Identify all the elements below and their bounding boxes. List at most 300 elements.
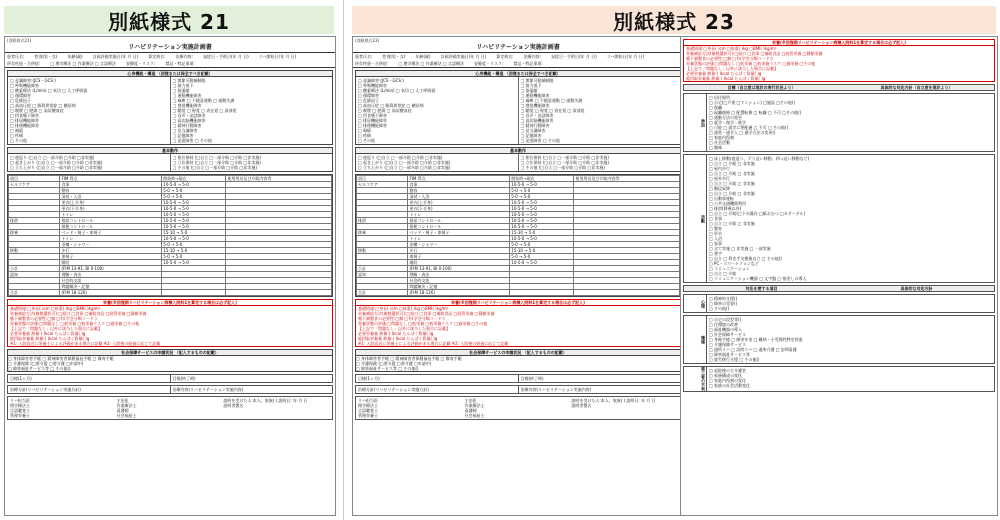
table-cell: セルフケア	[357, 182, 408, 188]
nutrition-line: 【上記で「問題なし」以外に該当した場合に記載】	[10, 326, 102, 331]
table-cell: 小計	[357, 266, 408, 272]
checkbox-item[interactable]: □ 麻痺 □ 不随意運動 □ 運動失調	[520, 98, 583, 103]
checkbox-item[interactable]: □ PC・スマートフォンなど	[709, 261, 759, 266]
section-title: 栄養(※回復期リハビリテーション病棟入院料1を算定する場合は必ず記入)	[8, 300, 332, 306]
checkbox-item[interactable]: □ 退院後の主介護者	[709, 368, 747, 373]
checkbox-item[interactable]: □ 危険因子	[10, 98, 32, 103]
policy-field[interactable]: 治療方針(リハビリテーション実施方針)	[10, 387, 81, 392]
category-label: 心理	[684, 295, 707, 312]
divider	[343, 0, 344, 520]
nutrition-section	[7, 299, 333, 347]
table-cell: ベッド・椅子・車椅子	[408, 230, 510, 236]
checkbox-item[interactable]: □ 床上移動(寝返り、ずり這い移動、四つ這い移動など)	[709, 156, 810, 161]
table-cell: 車椅子	[408, 254, 510, 260]
psychology-section	[683, 294, 995, 313]
table-cell: 理解・表出	[408, 272, 510, 278]
nutrition-line[interactable]: 基礎情報:□身長( )cm □体重( )kg □BMI( )kg/m²	[686, 46, 777, 51]
checkbox-item[interactable]: □ 寝返り (□自立 □一部介助 □介助 □非実施)	[358, 155, 443, 160]
table-cell: 整容	[60, 188, 162, 194]
table-cell: 5-0 → 5-0	[162, 188, 226, 194]
table-cell: 合計	[9, 290, 60, 296]
checkbox-item[interactable]: □ 見当識障害	[520, 128, 546, 133]
table-cell: 10-5-0 → 5-0	[510, 260, 574, 266]
checkbox-item[interactable]: □ 自立 □ 介助 □ 非実施	[709, 221, 755, 226]
header-cell: 併存疾患・合併症:	[355, 61, 389, 66]
basic-left-column	[8, 154, 170, 171]
checkbox-item[interactable]: □ 高血圧症 □ 脂質異常症 □ 糖尿病	[10, 103, 76, 108]
document-title: リハビリテーション実施計画書	[476, 44, 560, 51]
checkbox-item[interactable]: □ 趣味	[709, 145, 723, 150]
checkbox-item[interactable]: □ 褥瘡	[10, 128, 24, 133]
checkbox-item[interactable]: □ その他	[10, 138, 28, 143]
checkbox-item[interactable]: □ 自立 □ 利き手交換後自立 □ その他()	[709, 256, 782, 261]
content-field[interactable]: 治療内容(リハビリテーション実施内容)	[518, 386, 681, 393]
table-cell: (FIM 13-91, BI 0-100)	[60, 266, 162, 272]
table-cell: 15-10 → 5-0	[510, 248, 574, 254]
policy-field[interactable]: 治療方針(リハビリテーション実施方針)	[358, 387, 429, 392]
checkbox-item[interactable]: □ 身障手帳 □ 障害年金 □ 難病・小児慢性特定疾患	[709, 337, 803, 342]
checkbox-item[interactable]: □ 摂食嚥下障害	[10, 113, 40, 118]
checkbox-item[interactable]: □ 起き上がり (□自立 □一部介助 □介助 □非実施)	[358, 160, 451, 165]
checkbox-item[interactable]: □ 自宅(□戸建 □マンション) □施設 □その他()	[709, 100, 796, 105]
short-goal-field[interactable]: 目標(1ヶ月)	[10, 376, 32, 381]
checkbox-item[interactable]: □ 感覚機能障害	[520, 103, 550, 108]
checkbox-item[interactable]: □ 屋内歩行	[709, 166, 731, 171]
checkbox-item[interactable]: □ 精神行動障害	[520, 123, 550, 128]
checkbox-item[interactable]: □ 居住場所	[709, 95, 731, 100]
nutrition-line[interactable]: 嚥下調整食の必要性:□無 □有(学会分類コード:)	[686, 56, 773, 61]
function-section	[355, 70, 681, 145]
header-cell: □ 理学療法 □ 作業療法 □ 言語療法	[50, 61, 117, 66]
checkbox-item[interactable]: □ 障害福祉サービス等 □ その他()	[8, 366, 71, 371]
checkbox-item[interactable]: □ 自動車運転	[709, 196, 735, 201]
staff-label: 管理栄養士	[358, 413, 378, 418]
checkbox-item[interactable]: □ 起き上がり (□自立 □一部介助 □介助 □非実施)	[10, 160, 103, 165]
nutrition-line[interactable]: 必要栄養量 熱量:( )kcal たんぱく質量( )g	[358, 331, 434, 336]
checkbox-item[interactable]: □ 自立 □ 介助 □ 非実施	[709, 181, 755, 186]
table-cell: 10-5-0 → 5-0	[510, 218, 574, 224]
policy-strip	[355, 385, 681, 394]
checkbox-item[interactable]: □ 自宅の段差等()	[709, 317, 742, 322]
short-goal-field[interactable]: 目標(1ヶ月)	[358, 376, 380, 381]
checkbox-item[interactable]: □ 公共交通機関利用	[709, 201, 747, 206]
staff-label: 看護師	[116, 408, 129, 413]
checkbox-item[interactable]: □ 介護保険 (□要支援 □要介護 □申請中)	[356, 361, 432, 366]
checkbox-item[interactable]: □ 食事	[709, 216, 723, 221]
table-header: 項目	[9, 176, 60, 182]
checkbox-item[interactable]: □ 家族構成の変化	[709, 373, 743, 378]
adl-table	[356, 175, 680, 296]
staff-label: 管理栄養士	[10, 413, 30, 418]
table-cell: 歩行	[408, 248, 510, 254]
checkbox-item[interactable]: □ 音声・発話障害	[172, 113, 206, 118]
checkbox-item[interactable]: □ 排便機能障害	[10, 123, 40, 128]
table-cell: 5-0 → 5-0	[510, 254, 574, 260]
table-cell: (FIM 18-126)	[60, 290, 162, 296]
checkbox-item[interactable]: □ 運動機能障害	[172, 93, 202, 98]
social-section	[7, 349, 333, 372]
table-cell: 5-0 → 5-0	[510, 194, 574, 200]
checkbox-item[interactable]: □ 筋萎縮	[520, 88, 538, 93]
social-section	[355, 349, 681, 372]
header-cell: 計画評価実施日(年 月 日)	[440, 54, 487, 59]
checkbox-item[interactable]: □ 社会保障サービス	[709, 332, 747, 337]
checkbox-item[interactable]: □ 障害の受容()	[709, 301, 738, 306]
checkbox-item[interactable]: □ 危険因子	[358, 98, 380, 103]
header-cell: 併存疾患・合併症:	[7, 61, 41, 66]
table-cell: 移乗	[9, 230, 60, 236]
explanation-recipient[interactable]: 説明を受けた人:本人、家族( ) 説明日: 年 月 日	[571, 398, 656, 403]
nutrition-line[interactable]: 必要栄養量 熱量:( )kcal たんぱく質量( )g	[10, 331, 86, 336]
checkbox-item[interactable]: □ 身体障害者手帳 □ 精神障害者保健福祉手帳 □ 療育手帳	[8, 356, 114, 361]
checkbox-item[interactable]: □ 循環障害	[358, 93, 380, 98]
nutrition-line[interactable]: 総摂取栄養量 熱量:( )kcal たんぱく質量( )g	[10, 336, 90, 341]
checkbox-item[interactable]: □ 疼痛	[10, 133, 24, 138]
table-header: 使用用具及び介助内容等	[574, 176, 680, 182]
checkbox-item[interactable]: □ 麻痺 □ 不随意運動 □ 運動失調	[172, 98, 235, 103]
checkbox-item[interactable]: □ 排便機能障害	[358, 123, 388, 128]
header-cell: 安静度・リスク:	[126, 61, 156, 66]
header-cell: 性別(男・女)	[382, 54, 406, 59]
explainer-signature[interactable]: 説明者署名	[223, 403, 244, 408]
table-cell: 排便コントロール	[408, 224, 510, 230]
checkbox-item[interactable]: □ 家庭内役割	[709, 135, 735, 140]
checkbox-item[interactable]: □ 酸素療法 (L/min) □ 気切 □ 人工呼吸器	[358, 88, 436, 93]
checkbox-item[interactable]: □ 通勤方法の変更	[709, 115, 743, 120]
checkbox-item[interactable]: □ 筋萎縮	[172, 88, 190, 93]
content-field[interactable]: 治療内容(リハビリテーション実施内容)	[170, 386, 333, 393]
staff-label: 言語聴覚士	[10, 408, 30, 413]
checkbox-item[interactable]: □ 感覚機能障害	[172, 103, 202, 108]
table-cell: トイレ	[408, 236, 510, 242]
table-cell: (FIM 18-126)	[408, 290, 510, 296]
patient-header	[5, 52, 335, 68]
checkbox-item[interactable]: □ 寝返り (□自立 □一部介助 □介助 □非実施)	[10, 155, 95, 160]
table-cell: 社会的交流	[60, 278, 162, 284]
form-21-banner: 別紙様式 21	[4, 6, 334, 34]
table-header: 開始時→現在	[162, 176, 226, 182]
checkbox-item[interactable]: □ 関節可動域制限	[520, 78, 554, 83]
header-cell: リハ開始日(年 月 日)	[606, 54, 645, 59]
checkbox-item[interactable]: □ 座位保持 (□自立 □一部介助 □介助 □非実施)	[172, 155, 261, 160]
table-header: FIM 得点	[60, 176, 162, 182]
checkbox-item[interactable]: □ 家族の社会活動変化	[709, 383, 751, 388]
table-cell: 10-5-0 → 5-0	[510, 224, 574, 230]
staff-label: 看護師	[464, 408, 477, 413]
category-label: 活動	[684, 155, 707, 282]
table-cell: 階段	[60, 260, 162, 266]
staff-label: 作業療法士	[464, 403, 485, 408]
form-21-page	[4, 36, 336, 516]
nutrition-line[interactable]: 総摂取栄養量 熱量:( )kcal たんぱく質量( )g	[686, 76, 766, 81]
checkbox-item[interactable]: □ 記憶障害	[520, 133, 542, 138]
checkbox-item[interactable]: □ 座位保持 (□自立 □一部介助 □介助 □非実施)	[520, 155, 609, 160]
checkbox-item[interactable]: □ 自立 □ 介助 □ 非実施	[709, 171, 755, 176]
checkbox-item[interactable]: □ 摂食嚥下障害	[358, 113, 388, 118]
table-cell: 食事	[60, 182, 162, 188]
table-cell: トイレ	[60, 212, 162, 218]
table-cell: 社会的交流	[408, 278, 510, 284]
checkbox-item[interactable]: □ 記憶障害	[172, 133, 194, 138]
table-cell: 理解・表出	[60, 272, 162, 278]
header-cell: 発症日・手術日(年 月 日)	[551, 54, 597, 59]
nutrition-line[interactable]: 基礎情報:□身長( )cm □体重( )kg □BMI( )kg/m²	[10, 306, 101, 311]
table-cell: 階段	[408, 260, 510, 266]
nutrition-line[interactable]: 栄養状態の評価:□問題なし □低栄養 □低栄養リスク □過栄養 □その他	[686, 61, 816, 66]
long-goal-field[interactable]: 目標(終了時)	[518, 375, 681, 382]
checkbox-item[interactable]: □ 高血圧症 □ 脂質異常症 □ 糖尿病	[358, 103, 424, 108]
checkbox-item[interactable]: □ 更衣	[709, 231, 723, 236]
table-header: 使用用具及び介助内容等	[226, 176, 332, 182]
table-cell: トイレ	[408, 212, 510, 218]
checkbox-item[interactable]: □ 立位保持 (□自立 □一部介助 □介助 □非実施)	[520, 160, 609, 165]
checkbox-item[interactable]: □ 疼痛	[358, 133, 372, 138]
table-header: 開始時→現在	[510, 176, 574, 182]
nutrition-note: ※1: 入院直近に栄養士による評価がある場合に記載 ※2: 入院後の経過に応じて記載	[10, 341, 161, 346]
staff-label: 社会福祉士	[464, 413, 485, 418]
checkbox-item[interactable]: □ 階段昇降	[709, 186, 731, 191]
checkbox-item[interactable]: □ 排尿機能障害	[358, 118, 388, 123]
checkbox-item[interactable]: □ 高次脳機能障害	[172, 118, 206, 123]
checkbox-item[interactable]: □ 介護保険サービス	[709, 342, 747, 347]
checkbox-item[interactable]: □ 運動機能障害	[520, 93, 550, 98]
table-cell[interactable]	[226, 290, 332, 296]
table-cell: 認知	[357, 272, 408, 278]
nutrition-line[interactable]: 必要栄養量 熱量:( )kcal たんぱく質量( )g	[686, 71, 762, 76]
checkbox-item[interactable]: □ 屋外歩行	[709, 176, 731, 181]
nutrition-line[interactable]: 栄養補給方法(複数選択可):□経口 □食事 □補助食品 □経管栄養 □静脈栄養	[358, 311, 495, 316]
table-cell: ベッド・椅子・車椅子	[60, 230, 162, 236]
basic-movement-section	[7, 147, 333, 172]
checkbox-item[interactable]: □ 就労移行支援 □ その他()	[709, 357, 760, 362]
nutrition-line[interactable]: 栄養補給方法(複数選択可):□経口 □食事 □補助食品 □経管栄養 □静脈栄養	[686, 51, 823, 56]
checkbox-item[interactable]: □ 筋力低下	[520, 83, 542, 88]
nutrition-line[interactable]: 嚥下調整食の必要性:□無 □有(学会分類コード:)	[358, 316, 445, 321]
nutrition-line[interactable]: 総摂取栄養量 熱量:( )kcal たんぱく質量( )g	[358, 336, 438, 341]
environment-section	[683, 315, 995, 364]
category-label: 第三者の不利	[684, 367, 707, 391]
adl-section	[355, 174, 681, 297]
table-header: 項目	[357, 176, 408, 182]
adl-table	[8, 175, 332, 296]
goal-header	[683, 84, 995, 91]
table-cell: 移動	[357, 248, 408, 254]
nutrition-line[interactable]: 栄養状態の評価:□問題なし □低栄養 □低栄養リスク □過栄養 □その他	[10, 321, 140, 326]
table-cell: 15-10 → 5-0	[162, 248, 226, 254]
nutrition-line: 【上記で「問題なし」以外に該当した場合に記載】	[358, 326, 450, 331]
nutrition-line[interactable]: 基礎情報:□身長( )cm □体重( )kg □BMI( )kg/m²	[358, 306, 449, 311]
nutrition-line: 【上記で「問題なし」以外に該当した場合に記載】	[686, 66, 778, 71]
table-header: FIM 得点	[408, 176, 510, 182]
staff-label: リハ担当医	[10, 398, 30, 403]
header-cell: 計画評価実施日(年 月 日)	[92, 54, 139, 59]
checkbox-item[interactable]: □ 自立 □ 介助 □ 非実施	[709, 161, 755, 166]
checkbox-item[interactable]: □ 自立 □ 介助	[709, 271, 737, 276]
checkbox-item[interactable]: □ その他 (□自立 □一部介助 □介助 □非実施)	[172, 165, 257, 170]
checkbox-item[interactable]: □ 関節可動域制限	[172, 78, 206, 83]
table-cell: 排尿コントロール	[60, 218, 162, 224]
checkbox-item[interactable]: □ その他()	[709, 306, 730, 311]
nutrition-line[interactable]: 栄養状態の評価:□問題なし □低栄養 □低栄養リスク □過栄養 □その他	[358, 321, 488, 326]
header-cell: 治療内容:	[523, 54, 541, 59]
table-cell: 5-0 → 5-0	[510, 188, 574, 194]
checkbox-item[interactable]: □ 排尿機能障害	[10, 118, 40, 123]
checkbox-item[interactable]: □ 呼吸機能障害	[10, 83, 40, 88]
checkbox-item[interactable]: □ コミュニケーション機器 □ 文字盤 □ 指差しの導入	[709, 276, 807, 281]
checkbox-item[interactable]: □ その他 (□自立 □一部介助 □介助 □非実施)	[520, 165, 605, 170]
checkbox-item[interactable]: □ 聴覚 □ 視覚 □ 表在覚 □ 深部覚	[520, 108, 585, 113]
table-cell: 問題解決・記憶	[408, 284, 510, 290]
function-section	[7, 70, 333, 145]
nutrition-line[interactable]: 嚥下調整食の必要性:□無 □有(学会分類コード:)	[10, 316, 97, 321]
basic-left-column	[356, 154, 518, 171]
header-cell: 禁忌・特記事項:	[165, 61, 195, 66]
checkbox-item[interactable]: □ 復職	[709, 105, 723, 110]
header-cell: 安静度・リスク:	[474, 61, 504, 66]
section-title: 心身機能・構造 （回復または保全すべき記載）	[8, 71, 332, 77]
table-cell: 合計	[357, 290, 408, 296]
table-cell: 清拭・入浴	[60, 194, 162, 200]
checkbox-item[interactable]: □ 褥瘡	[358, 128, 372, 133]
third-party-section	[683, 366, 995, 392]
table-cell: 車椅子	[60, 254, 162, 260]
checkbox-item[interactable]: □ 立位保持 (□自立 □一部介助 □介助 □非実施)	[172, 160, 261, 165]
checkbox-item[interactable]: □ 音声・発話障害	[520, 113, 554, 118]
table-row	[9, 290, 332, 296]
table-cell: 問題解決・記憶	[60, 284, 162, 290]
nutrition-section	[355, 299, 681, 347]
table-cell: 10-5-0 → 5-0	[162, 206, 226, 212]
table-cell: 10-5-0 → 5-0	[162, 212, 226, 218]
staff-label: リハ担当医	[358, 398, 378, 403]
table-cell: 排泄	[357, 218, 408, 224]
checkbox-item[interactable]: □ 酸素療法 (L/min) □ 気切 □ 人工呼吸器	[10, 88, 88, 93]
checkbox-item[interactable]: □ 全て実施 □ 非実施 □ 一部実施	[709, 246, 771, 251]
function-left-column	[8, 77, 170, 144]
checkbox-item[interactable]: □ 呼吸機能障害	[358, 83, 388, 88]
table-cell: 10-5-0 → 5-0	[510, 200, 574, 206]
signature-block	[355, 396, 681, 420]
checkbox-item[interactable]: □ 排泄(移乗以外)	[709, 206, 742, 211]
table-cell: 更衣(上半身)	[408, 200, 510, 206]
section-title: 心身機能・構造 （回復または保全すべき記載）	[356, 71, 680, 77]
form-code: (別紙様式23)	[355, 38, 380, 43]
table-cell: トイレ	[60, 236, 162, 242]
table-cell: 小計	[9, 266, 60, 272]
checkbox-item[interactable]: □ 整容	[709, 226, 723, 231]
header-cell: リハ開始日(年 月 日)	[258, 54, 297, 59]
participation-section	[683, 93, 995, 152]
checkbox-item[interactable]: □ 立ち上がり (□自立 □一部介助 □介助 □非実施)	[358, 165, 451, 170]
checkbox-item[interactable]: □ 通所リハ □ 訪問リハ □ 通所介護 □ 訪問看護	[709, 347, 797, 352]
checkbox-item[interactable]: □ 障害福祉サービス等	[709, 352, 751, 357]
checkbox-item[interactable]: □ その他	[358, 138, 376, 143]
header-cell: 年齢(歳)	[415, 54, 431, 59]
table-cell: 10-5-0 → 5-0	[510, 212, 574, 218]
checkbox-item[interactable]: □ 自立 □ 介助 □ 非実施	[709, 191, 755, 196]
basic-right-column	[518, 154, 681, 171]
checkbox-item[interactable]: □ 入浴	[709, 236, 723, 241]
table-cell[interactable]	[574, 290, 680, 296]
checkbox-item[interactable]: □ 身体障害者手帳 □ 精神障害者保健福祉手帳 □ 療育手帳	[356, 356, 462, 361]
nutrition-section	[683, 39, 995, 82]
checkbox-item[interactable]: □ 障害福祉サービス等 □ その他()	[356, 366, 419, 371]
checkbox-item[interactable]: □ 精神的支援()	[709, 296, 738, 301]
checkbox-item[interactable]: □ 意識障害:(JCS・GCS:)	[358, 78, 404, 83]
checkbox-item[interactable]: □ 社会活動	[709, 140, 731, 145]
checkbox-item[interactable]: □ 循環障害	[10, 93, 32, 98]
checkbox-item[interactable]: □ 家庭内役割の変化	[709, 378, 747, 383]
checkbox-item[interactable]: □ 立ち上がり (□自立 □一部介助 □介助 □非実施)	[10, 165, 103, 170]
category-label: 参加	[684, 94, 707, 151]
checkbox-item[interactable]: □ 発達障害 □ その他	[172, 138, 212, 143]
table-cell: 10-5-0 → 5-0	[162, 260, 226, 266]
header-cell: 算定病名:	[148, 54, 166, 59]
table-cell: 15-10 → 5-0	[510, 230, 574, 236]
checkbox-item[interactable]: □ 就学・復学・進学	[709, 120, 747, 125]
section-title: 基本動作	[356, 148, 680, 154]
policy-strip	[7, 385, 333, 394]
header-cell: 禁忌・特記事項:	[513, 61, 543, 66]
function-right-column	[170, 77, 333, 144]
table-cell: 移動	[9, 248, 60, 254]
checkbox-item[interactable]: □ 福祉機器の導入	[709, 327, 743, 332]
checkbox-item[interactable]: □ 喫煙 □ 肥満 □ 高尿酸血症	[10, 108, 64, 113]
table-cell: 認知	[9, 272, 60, 278]
checkbox-item[interactable]: □ 自立 □ 介助(□下衣操作 □紙おむつ □カテーテル)	[709, 211, 806, 216]
staff-label: 主治医	[116, 398, 129, 403]
header-cell: 治療内容:	[175, 54, 193, 59]
checkbox-item[interactable]: □ 意識障害:(JCS・GCS:)	[10, 78, 56, 83]
checkbox-item[interactable]: □ 筋力低下	[172, 83, 194, 88]
table-cell: 15-10 → 5-0	[162, 230, 226, 236]
checkbox-item[interactable]: □ 精神行動障害	[172, 123, 202, 128]
table-cell: 浴槽・シャワー	[408, 242, 510, 248]
checkbox-item[interactable]: □ 高次脳機能障害	[520, 118, 554, 123]
table-cell: 10-5-0 → 5-0	[510, 206, 574, 212]
header-cell: 算定病名:	[496, 54, 514, 59]
checkbox-item[interactable]: □ 可能 □ 就学に要配慮 □ 不可 □ その他()	[709, 125, 789, 130]
checkbox-item[interactable]: □ コミュニケーション	[709, 266, 750, 271]
checkbox-item[interactable]: □ 現職復帰 □ 配置転換 □ 転職 □ 不可 □その他()	[709, 110, 802, 115]
staff-label: 理学療法士	[358, 403, 378, 408]
explanation-recipient[interactable]: 説明を受けた人:本人、家族( ) 説明日: 年 月 日	[223, 398, 308, 403]
table-cell: 10-5-0 → 5-0	[510, 182, 574, 188]
section-title: 基本動作	[8, 148, 332, 154]
table-cell: 10-5-0 → 5-0	[162, 236, 226, 242]
table-cell: 移乗	[357, 230, 408, 236]
checkbox-item[interactable]: □ 書字	[709, 251, 723, 256]
explainer-signature[interactable]: 説明者署名	[571, 403, 592, 408]
checkbox-item[interactable]: □ 住環境の改善	[709, 322, 739, 327]
basic-right-column	[170, 154, 333, 171]
activity-section	[683, 154, 995, 283]
form-23-banner: 別紙様式 23	[352, 6, 996, 34]
section-title: 社会保障サービスの申請状況 （記入するものの記載）	[356, 350, 680, 356]
checkbox-item[interactable]: □ 見当識障害	[172, 128, 198, 133]
table-cell: 清拭・入浴	[408, 194, 510, 200]
environment-header	[683, 285, 995, 292]
checkbox-item[interactable]: □ 喫煙 □ 肥満 □ 高尿酸血症	[358, 108, 412, 113]
nutrition-line[interactable]: 栄養補給方法(複数選択可):□経口 □食事 □補助食品 □経管栄養 □静脈栄養	[10, 311, 147, 316]
checkbox-item[interactable]: □ 家事	[709, 241, 723, 246]
checkbox-item[interactable]: □ 発達障害 □ その他	[520, 138, 560, 143]
checkbox-item[interactable]: □ 介護保険 (□要支援 □要介護 □申請中)	[8, 361, 84, 366]
checkbox-item[interactable]: □ 聴覚 □ 視覚 □ 表在覚 □ 深部覚	[172, 108, 237, 113]
checkbox-item[interactable]: □ 通常・通学入 □ 通学方法の変更()	[709, 130, 776, 135]
long-goal-field[interactable]: 目標(終了時)	[170, 375, 333, 382]
staff-label: 社会福祉士	[116, 413, 137, 418]
